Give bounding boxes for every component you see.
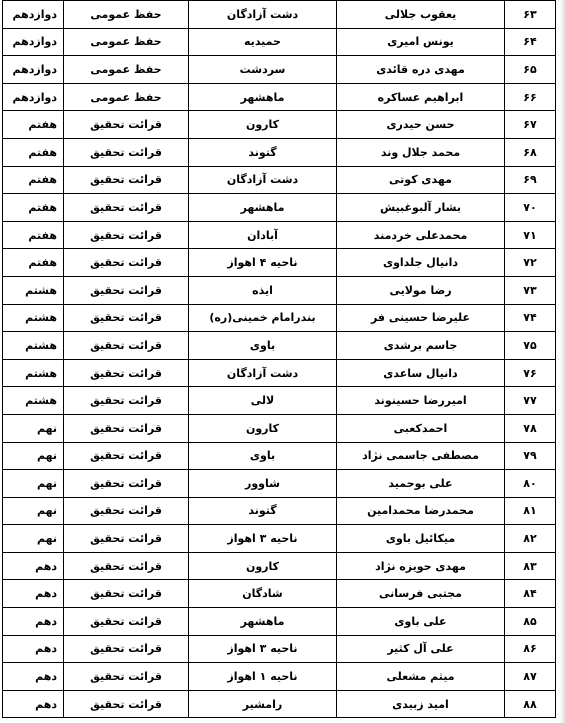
row-number: ۸۴: [505, 580, 556, 608]
competition-field: قرائت تحقیق: [64, 304, 189, 332]
row-number: ۷۰: [505, 194, 556, 222]
participant-name: علی بوحمید: [337, 470, 505, 498]
row-number: ۸۰: [505, 470, 556, 498]
row-number: ۷۲: [505, 249, 556, 277]
competition-field: قرائت تحقیق: [64, 552, 189, 580]
rank-cell: نهم: [3, 414, 64, 442]
table-row: [3, 690, 556, 718]
competition-field: قرائت تحقیق: [64, 635, 189, 663]
results-table-body: [3, 1, 556, 718]
participant-name: علی آل کثیر: [337, 635, 505, 663]
competition-field: قرائت تحقیق: [64, 525, 189, 553]
rank-cell: دوازدهم: [3, 56, 64, 84]
participant-name: علی باوی: [337, 608, 505, 636]
competition-field: حفظ عمومی: [64, 56, 189, 84]
participant-city: کارون: [189, 111, 337, 139]
row-number: ۷۶: [505, 359, 556, 387]
participant-city: رامشیر: [189, 690, 337, 718]
table-row: [3, 111, 556, 139]
table-row: [3, 194, 556, 222]
competition-field: قرائت تحقیق: [64, 249, 189, 277]
table-row: [3, 608, 556, 636]
row-number: ۶۸: [505, 138, 556, 166]
row-number: ۷۱: [505, 221, 556, 249]
participant-name: محمدرضا محمدامین: [337, 497, 505, 525]
rank-cell: هشتم: [3, 387, 64, 415]
participant-name: میکائیل باوی: [337, 525, 505, 553]
competition-field: قرائت تحقیق: [64, 166, 189, 194]
rank-cell: هشتم: [3, 276, 64, 304]
competition-field: قرائت تحقیق: [64, 442, 189, 470]
rank-cell: نهم: [3, 470, 64, 498]
participant-city: کارون: [189, 414, 337, 442]
rank-cell: هشتم: [3, 304, 64, 332]
document-page: [2, 0, 562, 718]
row-number: ۷۵: [505, 332, 556, 360]
participant-city: باوی: [189, 332, 337, 360]
row-number: ۸۳: [505, 552, 556, 580]
participant-city: شاوور: [189, 470, 337, 498]
row-number: ۸۲: [505, 525, 556, 553]
participant-name: مهدی حویزه نژاد: [337, 552, 505, 580]
participant-name: ابراهیم عساکره: [337, 83, 505, 111]
participant-city: آبادان: [189, 221, 337, 249]
row-number: ۶۶: [505, 83, 556, 111]
competition-field: قرائت تحقیق: [64, 276, 189, 304]
table-row: [3, 442, 556, 470]
participant-city: حمیدیه: [189, 28, 337, 56]
row-number: ۶۴: [505, 28, 556, 56]
participant-city: ناحیه ۳ اهواز: [189, 525, 337, 553]
participant-city: ناحیه ۱ اهواز: [189, 663, 337, 691]
participant-city: ناحیه ۳ اهواز: [189, 635, 337, 663]
rank-cell: نهم: [3, 525, 64, 553]
competition-field: قرائت تحقیق: [64, 332, 189, 360]
rank-cell: دوازدهم: [3, 28, 64, 56]
participant-name: یعقوب جلالی: [337, 1, 505, 29]
table-row: [3, 663, 556, 691]
participant-name: مهدی دره قائدی: [337, 56, 505, 84]
table-row: [3, 525, 556, 553]
participant-name: جاسم برشدی: [337, 332, 505, 360]
row-number: ۶۷: [505, 111, 556, 139]
competition-field: قرائت تحقیق: [64, 359, 189, 387]
table-row: [3, 497, 556, 525]
competition-field: قرائت تحقیق: [64, 608, 189, 636]
table-row: [3, 414, 556, 442]
table-row: [3, 276, 556, 304]
table-row: [3, 28, 556, 56]
row-number: ۸۵: [505, 608, 556, 636]
participant-name: احمدکعبی: [337, 414, 505, 442]
row-number: ۷۳: [505, 276, 556, 304]
competition-field: حفظ عمومی: [64, 83, 189, 111]
table-row: [3, 635, 556, 663]
row-number: ۸۶: [505, 635, 556, 663]
row-number: ۷۷: [505, 387, 556, 415]
rank-cell: دهم: [3, 663, 64, 691]
rank-cell: دهم: [3, 690, 64, 718]
rank-cell: دهم: [3, 552, 64, 580]
participant-name: علیرضا حسینی فر: [337, 304, 505, 332]
competition-field: قرائت تحقیق: [64, 470, 189, 498]
competition-field: قرائت تحقیق: [64, 497, 189, 525]
table-row: [3, 249, 556, 277]
participant-city: گتوند: [189, 138, 337, 166]
table-row: [3, 1, 556, 29]
participant-name: حسن حیدری: [337, 111, 505, 139]
table-row: [3, 552, 556, 580]
table-row: [3, 83, 556, 111]
participant-city: باوی: [189, 442, 337, 470]
table-row: [3, 221, 556, 249]
row-number: ۸۷: [505, 663, 556, 691]
participant-name: دانیال ساعدی: [337, 359, 505, 387]
participant-name: محمد جلال وند: [337, 138, 505, 166]
competition-field: قرائت تحقیق: [64, 194, 189, 222]
participant-city: ماهشهر: [189, 194, 337, 222]
row-number: ۷۴: [505, 304, 556, 332]
competition-field: قرائت تحقیق: [64, 663, 189, 691]
participant-city: دشت آزادگان: [189, 359, 337, 387]
competition-field: قرائت تحقیق: [64, 221, 189, 249]
row-number: ۷۹: [505, 442, 556, 470]
participant-city: ماهشهر: [189, 608, 337, 636]
competition-field: حفظ عمومی: [64, 28, 189, 56]
participant-name: رضا مولایی: [337, 276, 505, 304]
rank-cell: هفتم: [3, 138, 64, 166]
participant-name: امیررضا حسینوند: [337, 387, 505, 415]
participant-city: گتوند: [189, 497, 337, 525]
results-table: [2, 0, 556, 718]
table-row: [3, 332, 556, 360]
table-row: [3, 470, 556, 498]
table-row: [3, 304, 556, 332]
competition-field: قرائت تحقیق: [64, 111, 189, 139]
competition-field: قرائت تحقیق: [64, 690, 189, 718]
rank-cell: هفتم: [3, 221, 64, 249]
participant-city: ناحیه ۴ اهواز: [189, 249, 337, 277]
competition-field: قرائت تحقیق: [64, 138, 189, 166]
page-edge-shadow: [560, 0, 566, 723]
participant-name: مهدی کوتی: [337, 166, 505, 194]
rank-cell: هفتم: [3, 166, 64, 194]
participant-city: کارون: [189, 552, 337, 580]
participant-city: شادگان: [189, 580, 337, 608]
participant-city: سردشت: [189, 56, 337, 84]
rank-cell: دهم: [3, 635, 64, 663]
rank-cell: هفتم: [3, 194, 64, 222]
row-number: ۷۸: [505, 414, 556, 442]
participant-city: دشت آزادگان: [189, 166, 337, 194]
participant-name: بشار آلبوغبیش: [337, 194, 505, 222]
participant-name: امید زبیدی: [337, 690, 505, 718]
rank-cell: نهم: [3, 442, 64, 470]
participant-name: میثم مشعلی: [337, 663, 505, 691]
competition-field: حفظ عمومی: [64, 1, 189, 29]
rank-cell: دهم: [3, 580, 64, 608]
row-number: ۸۱: [505, 497, 556, 525]
participant-city: لالی: [189, 387, 337, 415]
participant-name: یونس امیری: [337, 28, 505, 56]
row-number: ۶۹: [505, 166, 556, 194]
table-row: [3, 387, 556, 415]
table-row: [3, 359, 556, 387]
row-number: ۸۸: [505, 690, 556, 718]
competition-field: قرائت تحقیق: [64, 414, 189, 442]
participant-name: دانیال جلداوی: [337, 249, 505, 277]
table-row: [3, 580, 556, 608]
participant-city: ماهشهر: [189, 83, 337, 111]
competition-field: قرائت تحقیق: [64, 580, 189, 608]
row-number: ۶۳: [505, 1, 556, 29]
rank-cell: هفتم: [3, 249, 64, 277]
participant-city: دشت آزادگان: [189, 1, 337, 29]
participant-name: مجتبی فرسانی: [337, 580, 505, 608]
row-number: ۶۵: [505, 56, 556, 84]
rank-cell: هشتم: [3, 332, 64, 360]
participant-city: ایذه: [189, 276, 337, 304]
competition-field: قرائت تحقیق: [64, 387, 189, 415]
table-row: [3, 138, 556, 166]
table-row: [3, 166, 556, 194]
rank-cell: هفتم: [3, 111, 64, 139]
participant-name: مصطفی جاسمی نژاد: [337, 442, 505, 470]
rank-cell: هشتم: [3, 359, 64, 387]
rank-cell: دوازدهم: [3, 83, 64, 111]
table-row: [3, 56, 556, 84]
participant-name: محمدعلی خردمند: [337, 221, 505, 249]
rank-cell: نهم: [3, 497, 64, 525]
rank-cell: دوازدهم: [3, 1, 64, 29]
participant-city: بندرامام خمینی(ره): [189, 304, 337, 332]
rank-cell: دهم: [3, 608, 64, 636]
